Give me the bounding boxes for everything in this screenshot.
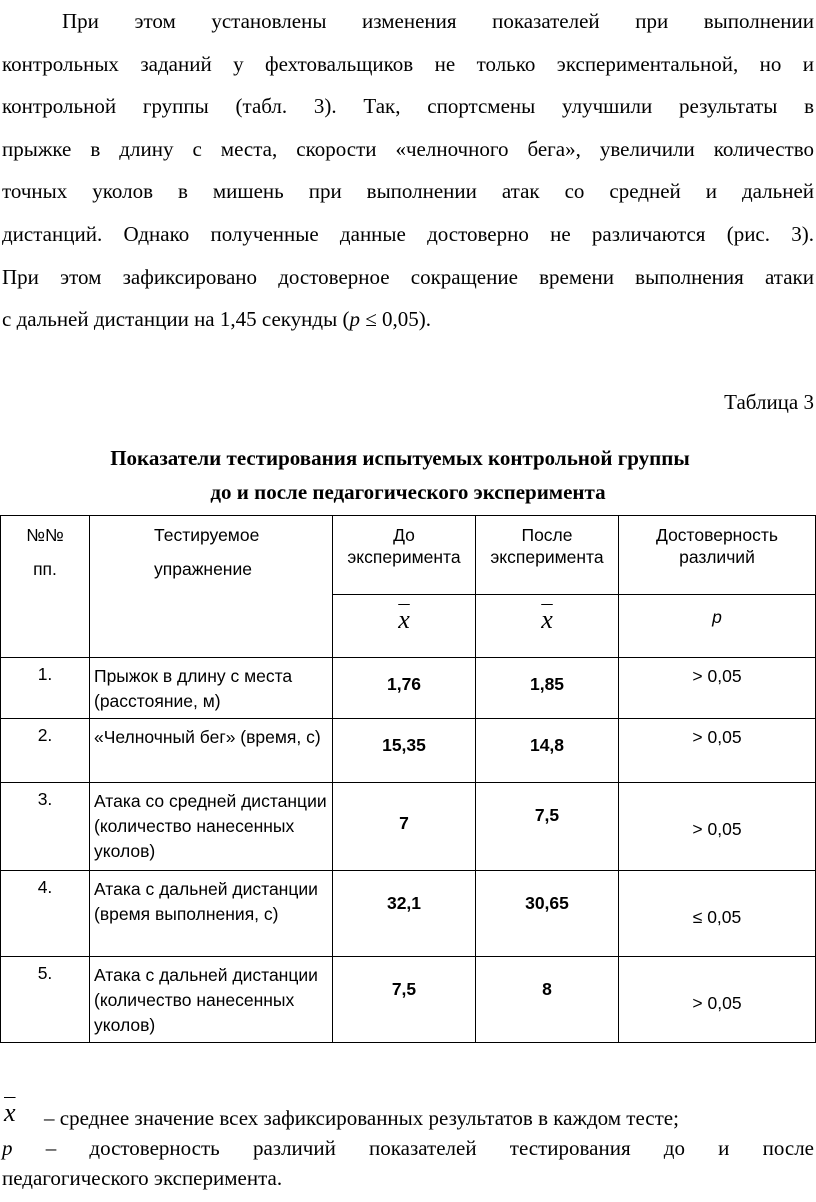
paragraph-line-3: контрольной группы (табл. 3). Так, спортсмены улучшили результаты в [2,94,814,119]
row-after-value: 7,5 [476,783,619,871]
paragraph-line-7: При этом зафиксировано достоверное сокращение времени выполнения атаки [2,264,814,289]
row-reliability: > 0,05 [619,658,816,719]
table-row [1,719,816,783]
table-row [1,783,816,871]
header-before-line-1: До [393,525,415,545]
row-number: 2. [1,719,90,783]
paragraph-line-2: контрольных заданий у фехтовальщиков не только экспериментальной, но и [2,51,814,76]
row-exercise: Атака с дальней дистанции (время выполнения, с) [90,871,333,957]
header-number [1,516,90,658]
row-before-value: 15,35 [333,719,476,783]
row-after-value: 1,85 [476,658,619,719]
p-symbol: p [712,607,722,627]
table-header-row [1,516,816,595]
row-exercise: Атака со средней дистанции (количество нанесенных уколов) [90,783,333,871]
header-exercise-line-1: Тестируемое [154,525,260,545]
footnote-mean-text: – среднее значение всех зафиксированных результатов в каждом тесте; [44,1106,679,1130]
paragraph-line-5: точных уколов в мишень при выполнении атак со средней и дальней [2,179,814,204]
header-before-mean [333,595,476,658]
row-reliability: ≤ 0,05 [619,871,816,957]
header-after [476,516,619,595]
mean-symbol: $\overline{x}$ [398,605,410,634]
header-reliability [619,516,816,595]
row-before-value: 7,5 [333,957,476,1043]
paragraph-line-6: дистанций. Однако полученные данные достоверно не различаются (рис. 3). [2,221,814,246]
paragraph-line-8-pre: с дальней дистанции на 1,45 секунды ( [2,307,350,332]
row-after-value: 8 [476,957,619,1043]
row-reliability: > 0,05 [619,719,816,783]
row-number: 4. [1,871,90,957]
paragraph-line-1: При этом установлены изменения показателей при выполнении [62,9,814,33]
header-after-mean [476,595,619,658]
paragraph-line-4: прыжке в длину с места, скорости «челночного бега», увеличили количество [2,136,814,161]
header-before [333,516,476,595]
body-paragraph [2,0,814,341]
row-number: 1. [1,658,90,719]
table-row [1,957,816,1043]
row-number: 3. [1,783,90,871]
table-row [1,871,816,957]
header-reliability-line-2: различий [679,547,755,567]
header-reliability-line-1: Достоверность [656,525,778,545]
footnote-p-line-1 [2,1136,814,1161]
header-after-line-2: эксперимента [490,547,604,567]
header-after-line-1: После [521,525,573,545]
header-before-line-2: эксперимента [347,547,461,567]
footnote-p-line-2: педагогического эксперимента. [2,1166,283,1190]
header-p-value [619,595,816,658]
row-reliability: > 0,05 [619,783,816,871]
header-number-line-2: пп. [33,559,57,579]
row-after-value: 30,65 [476,871,619,957]
row-before-value: 1,76 [333,658,476,719]
table-title-line-2: до и после педагогического эксперимента [210,480,606,504]
header-exercise-line-2: упражнение [154,559,252,579]
footnote-p-symbol: p [2,1136,13,1160]
row-number: 5. [1,957,90,1043]
row-exercise: Прыжок в длину с места (расстояние, м) [90,658,333,719]
table-title-line-1: Показатели тестирования испытуемых контрольной группы [110,446,690,470]
row-exercise: Атака с дальней дистанции (количество нанесенных уколов) [90,957,333,1043]
header-number-line-1: №№ [26,525,64,545]
row-before-value: 32,1 [333,871,476,957]
row-before-value: 7 [333,783,476,871]
header-exercise [90,516,333,658]
row-reliability: > 0,05 [619,957,816,1043]
paragraph-line-8-post: ≤ 0,05). [359,307,431,332]
table-row [1,658,816,719]
table-label: Таблица 3 [724,390,814,414]
results-table [0,515,816,1043]
mean-symbol: $\overline{x}$ [541,605,553,634]
row-exercise: «Челночный бег» (время, с) [90,719,333,783]
paragraph-line-8 [2,298,814,341]
row-after-value: 14,8 [476,719,619,783]
footnote-mean-symbol: $\overline{x}$ [4,1098,16,1127]
footnote-p-text-line-1: – достоверность различий показателей тестирования до и после [12,1136,814,1160]
paragraph-p-symbol: p [349,307,360,332]
